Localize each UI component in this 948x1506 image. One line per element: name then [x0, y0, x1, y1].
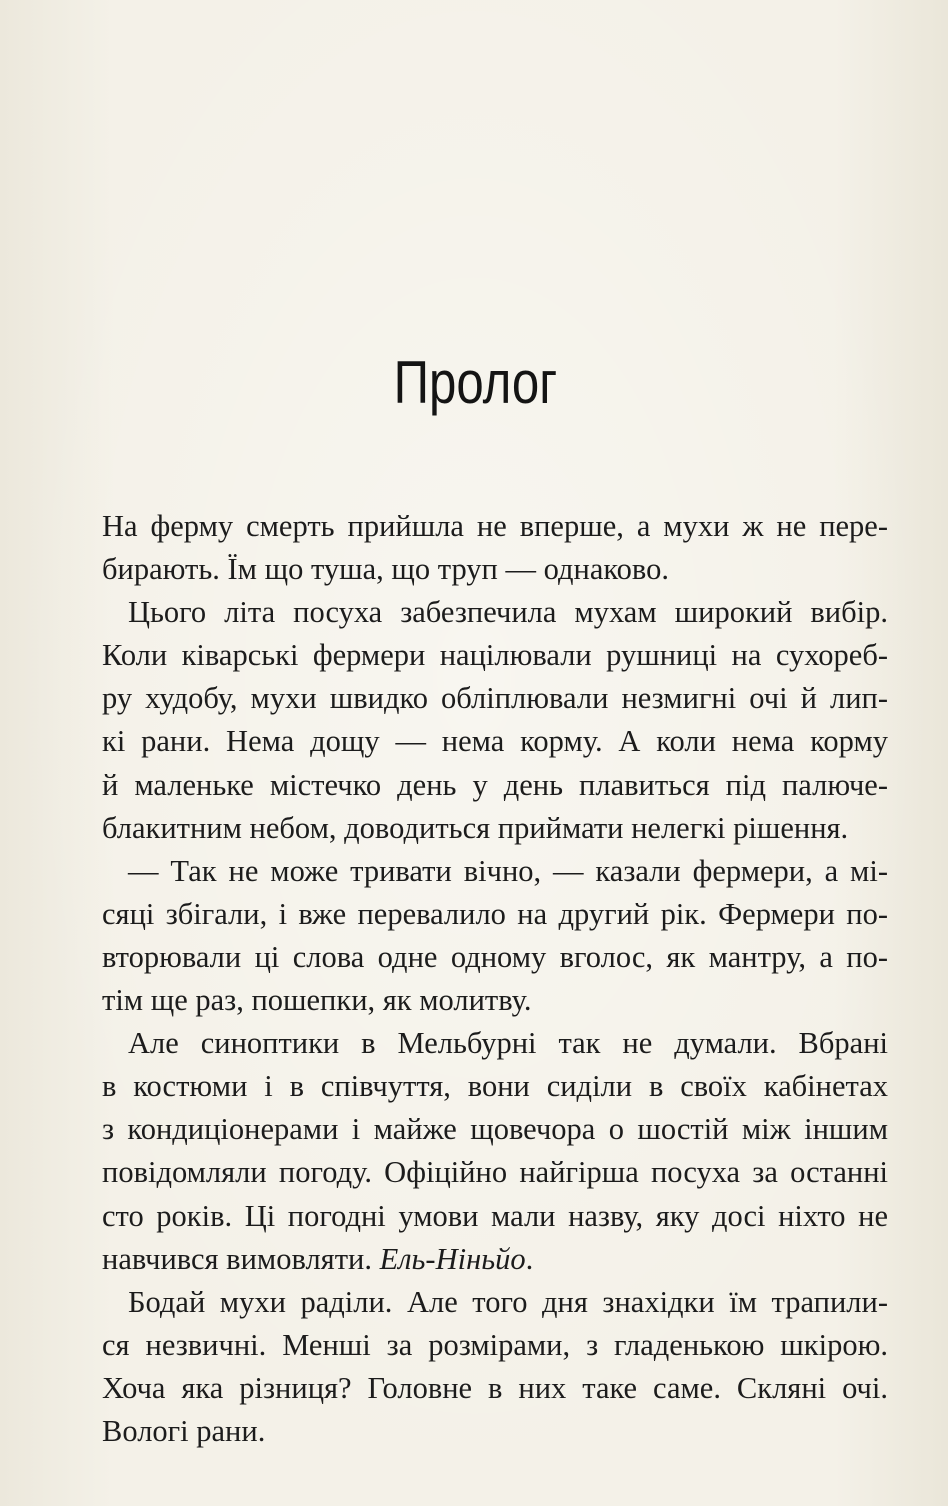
- text-line: Цього літа посуха забезпечила мухам широкий вибір.: [128, 595, 888, 630]
- text-line: тім ще раз, пошепки, як молитву.: [102, 983, 532, 1018]
- text-line: сто років. Ці погодні умови мали назву, яку досі ніхто не: [102, 1198, 888, 1233]
- text-line: повідомляли погоду. Офіційно найгірша посуха за останні: [102, 1155, 888, 1190]
- text-line: з кондиціонерами і майже щовечора о шостій між іншим: [102, 1112, 888, 1147]
- text-line: ся незвичні. Менші за розмірами, з гладенькою шкірою.: [102, 1327, 888, 1362]
- bleed-through-text: [110, 30, 890, 74]
- text-line: кі рани. Нема дощу — нема корму. А коли нема корму: [102, 724, 888, 759]
- text-line: Вологі рани.: [102, 1413, 266, 1448]
- text-line: На ферму смерть прийшла не вперше, а мухи ж не пере-: [102, 509, 888, 543]
- text-line: блакитним небом, доводиться приймати нелегкі рішення.: [102, 810, 849, 845]
- italic-term: Ель-Ніньйо: [379, 1241, 526, 1276]
- chapter-body: [102, 505, 888, 1453]
- text-line: Але синоптики в Мельбурні так не думали. Вбрані: [128, 1026, 888, 1061]
- text-line: Хоча яка різниця? Головне в них таке саме. Скляні очі.: [102, 1370, 888, 1405]
- text-line: [102, 1238, 888, 1281]
- text-line: Бодай мухи раділи. Але того дня знахідки їм трапили-: [128, 1284, 888, 1319]
- text-line-part: .: [525, 1241, 534, 1276]
- text-line-part: навчився вимовляти.: [102, 1241, 380, 1276]
- text-line: Коли ківарські фермери націлювали рушниці на сухореб-: [102, 638, 888, 673]
- chapter-title: Пролог: [393, 349, 558, 416]
- text-line: — Так не може тривати вічно, — казали фермери, а мі-: [128, 853, 888, 888]
- text-line: й маленьке містечко день у день плавиться під палюче-: [102, 767, 888, 802]
- text-line: вторювали ці слова одне одному вголос, як мантру, а по-: [102, 939, 888, 974]
- text-line: ру худобу, мухи швидко обліплювали незмигні очі й лип-: [102, 681, 888, 716]
- text-line: в костюми і в співчуття, вони сиділи в своїх кабінетах: [102, 1069, 888, 1104]
- text-line: сяці збігали, і вже перевалило на другий рік. Фермери по-: [102, 896, 888, 931]
- text-line: бирають. Їм що туша, що труп — однаково.: [102, 552, 669, 587]
